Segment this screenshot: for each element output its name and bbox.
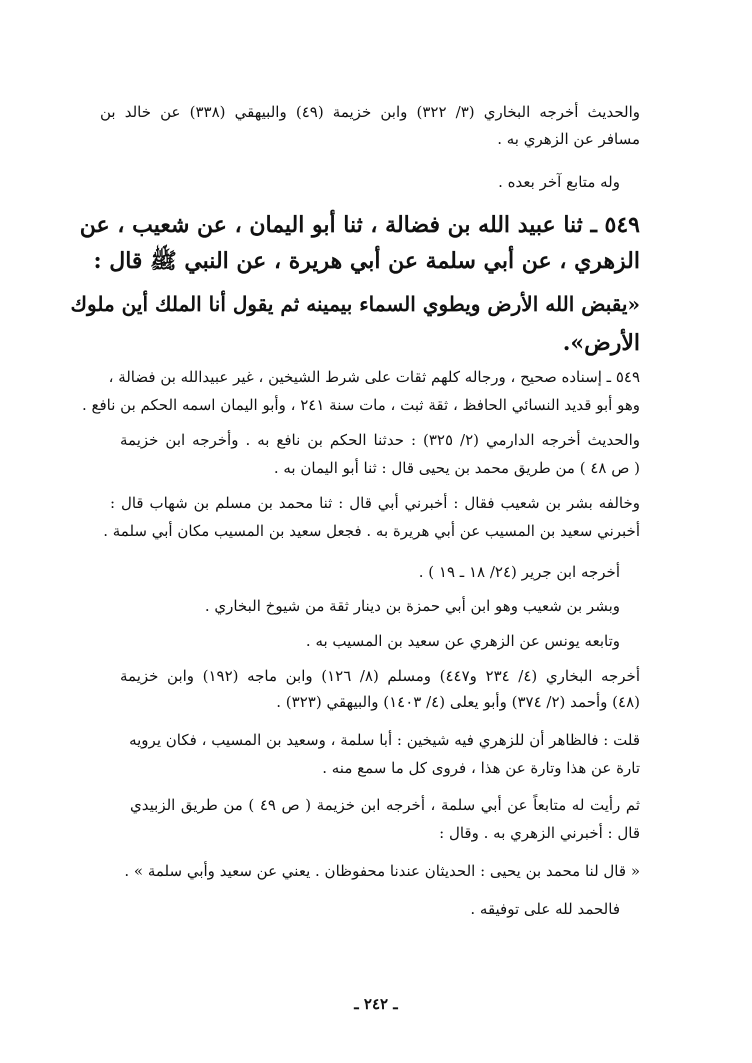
- note-line: ( ص ٤٨ ) من طريق محمد بن يحيى قال : ثنا أبو اليمان به .: [273, 459, 640, 477]
- note-line: قال : أخبرني الزهري به . وقال :: [439, 824, 640, 842]
- note-line: وخالفه بشر بن شعيب فقال : أخبرني أبي قال : ثنا محمد بن مسلم بن شهاب قال :: [110, 494, 640, 512]
- note-line: والحديث أخرجه الدارمي (٢/ ٣٢٥) : حدثنا الحكم بن نافع به . وأخرجه ابن خزيمة: [120, 431, 640, 449]
- hadith-text: «يقبض الله الأرض ويطوي السماء بيمينه ثم يقول أنا الملك أين ملوك: [70, 292, 640, 316]
- note-line: ٥٤٩ ـ إسناده صحيح ، ورجاله كلهم ثقات على شرط الشيخين ، غير عبيدالله بن فضالة ،: [108, 368, 640, 386]
- note-line: أخرجه ابن جرير (٢٤/ ١٨ ـ ١٩ ) .: [418, 563, 620, 581]
- hadith-heading: الزهري ، عن أبي سلمة عن أبي هريرة ، عن النبي ﷺ قال :: [93, 248, 640, 274]
- text-line: وله متابع آخر بعده .: [498, 173, 620, 191]
- text-line: مسافر عن الزهري به .: [497, 130, 640, 148]
- note-line: أخبرني سعيد بن المسيب عن أبي هريرة به . فجعل سعيد بن المسيب مكان أبي سلمة .: [103, 522, 640, 540]
- note-line: وهو أبو قديد النسائي الحافظ ، ثقة ثبت ، مات سنة ٢٤١ ، وأبو اليمان اسمه الحكم بن نافع .: [81, 396, 640, 414]
- note-line: ثم رأيت له متابعاً عن أبي سلمة ، أخرجه ابن خزيمة ( ص ٤٩ ) من طريق الزبيدي: [130, 796, 641, 814]
- note-line: أخرجه البخاري (٤/ ٢٣٤ و٤٤٧) ومسلم (٨/ ١٢٦) وابن ماجه (١٩٢) وابن خزيمة: [120, 667, 640, 685]
- note-line: وتابعه يونس عن الزهري عن سعيد بن المسيب به .: [305, 632, 620, 650]
- note-line: « قال لنا محمد بن يحيى : الحديثان عندنا محفوظان . يعني عن سعيد وأبي سلمة » .: [124, 862, 640, 880]
- note-line: تارة عن هذا وتارة عن هذا ، فروى كل ما سمع منه .: [322, 759, 640, 777]
- note-line: وبشر بن شعيب وهو ابن أبي حمزة بن دينار ثقة من شيوخ البخاري .: [204, 597, 620, 615]
- page-number: ـ ٢٤٢ ـ: [354, 995, 398, 1013]
- hadith-heading: ٥٤٩ ـ ثنا عبيد الله بن فضالة ، ثنا أبو اليمان ، عن شعيب ، عن: [79, 212, 640, 238]
- note-line: قلت : فالظاهر أن للزهري فيه شيخين : أبا سلمة ، وسعيد بن المسيب ، فكان يرويه: [129, 731, 640, 749]
- note-line: (٤٨) وأحمد (٢/ ٣٧٤) وأبو يعلى (٤/ ١٤٠٣) والبيهقي (٣٢٣) .: [276, 693, 640, 711]
- text-line: والحديث أخرجه البخاري (٣/ ٣٢٢) وابن خزيمة (٤٩) والبيهقي (٣٣٨) عن خالد بن: [100, 103, 641, 121]
- hadith-text: الأرض».: [562, 330, 640, 356]
- note-line: فالحمد لله على توفيقه .: [470, 900, 620, 918]
